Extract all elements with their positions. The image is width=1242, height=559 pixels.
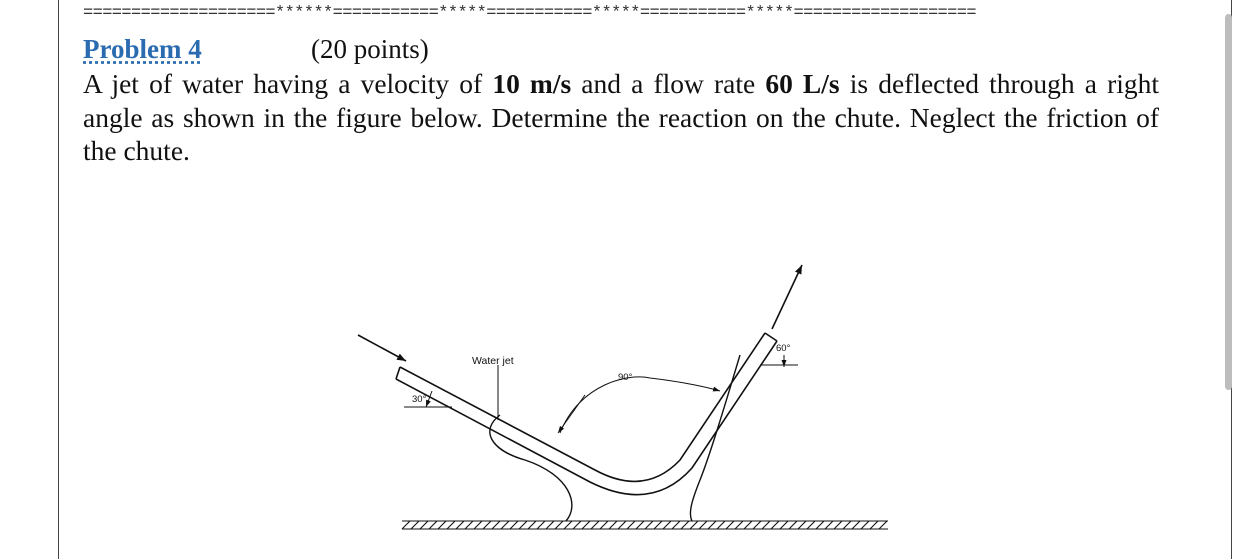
ground-hatching: [402, 521, 888, 529]
problem-points: (20 points): [311, 34, 429, 64]
statement-part-1: A jet of water having a velocity of: [83, 68, 493, 99]
problem-statement: [83, 67, 1159, 168]
angle-in-arc: [426, 391, 432, 407]
chute-support: [490, 355, 740, 521]
vertical-scrollbar[interactable]: [1222, 0, 1234, 559]
angle-turn-label: 90°: [618, 372, 633, 383]
chute-channel: [396, 333, 777, 495]
problem-title-link[interactable]: Problem 4: [83, 34, 202, 64]
angle-turn-arc: [560, 377, 720, 433]
section-separator: ====================******===========*****===========*****===========*****===================: [83, 4, 976, 23]
statement-part-3: is deflected through a right angle as shown in the figure below. Determine the reaction on the chute. Neglect the friction of the chute.: [83, 68, 1160, 166]
flow-rate-value: 60 L/s: [765, 68, 840, 99]
outgoing-jet-arrow: [772, 265, 802, 329]
velocity-value: 10 m/s: [492, 68, 572, 99]
scrollbar-thumb[interactable]: [1225, 14, 1232, 390]
angle-turn-arc-start: [558, 395, 585, 433]
incoming-jet-arrow: [358, 335, 406, 361]
angle-in-label: 30°: [412, 394, 427, 405]
angle-out-label: 60°: [776, 343, 791, 354]
statement-part-2: and a flow rate: [571, 68, 766, 99]
chute-figure: [340, 255, 920, 545]
water-jet-label: Water jet: [472, 355, 514, 367]
